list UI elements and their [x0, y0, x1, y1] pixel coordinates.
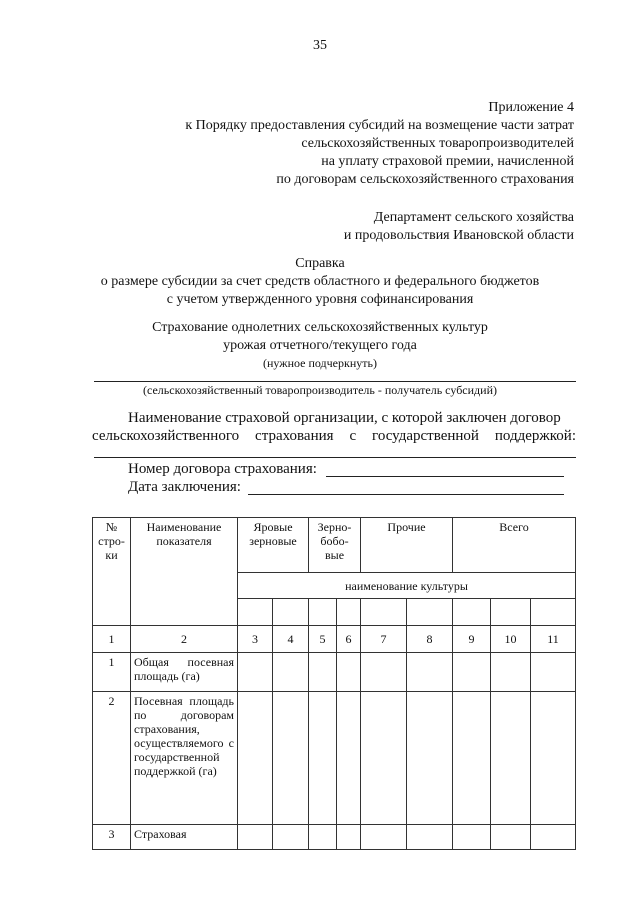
annex-line: Приложение 4 [488, 100, 574, 115]
row-indicator: Общая посевная площадь (га) [131, 653, 238, 692]
header-culture-name: наименование культуры [238, 573, 576, 599]
addressee-line: и продовольствия Ивановской области [343, 228, 574, 243]
col-number: 11 [531, 626, 576, 653]
header-other: Прочие [361, 518, 453, 573]
annex-line: на уплату страховой премии, начисленной [321, 154, 574, 169]
col-number: 4 [273, 626, 309, 653]
col-number: 7 [361, 626, 407, 653]
doc-title-line: о размере субсидии за счет средств областного и федерального бюджетов [100, 274, 540, 289]
insurer-text: сельскохозяйственного страхования с государственной поддержкой: [92, 428, 576, 444]
subtitle-line: Страхование однолетних сельскохозяйственных культур [152, 320, 488, 335]
col-number: 8 [407, 626, 453, 653]
subsidy-table [92, 517, 576, 850]
subtitle-note: (нужное подчеркнуть) [263, 356, 377, 370]
row-indicator: Посевная площадь по договорам страхования, осуществляемого с государственной поддержкой (га) [131, 692, 238, 825]
contract-date-field [248, 494, 564, 495]
row-number: 1 [93, 653, 131, 692]
row-indicator: Страховая [131, 825, 238, 850]
header-indicator-name: Наименование показателя [131, 518, 238, 626]
header-total: Всего [453, 518, 576, 573]
col-number: 9 [453, 626, 491, 653]
subtitle-line: урожая отчетного/текущего года [223, 338, 417, 353]
header-spring-grains: Яровые зерновые [238, 518, 309, 573]
producer-caption: (сельскохозяйственный товаропроизводитель - получатель субсидий) [143, 383, 497, 397]
annex-line: по договорам сельскохозяйственного страхования [276, 172, 574, 187]
annex-line: к Порядку предоставления субсидий на возмещение части затрат [185, 118, 574, 133]
row-number: 2 [93, 692, 131, 825]
col-number: 2 [131, 626, 238, 653]
col-number: 1 [93, 626, 131, 653]
col-number: 5 [309, 626, 337, 653]
producer-line [94, 381, 576, 382]
contract-number-field [326, 476, 564, 477]
annex-line: сельскохозяйственных товаропроизводителей [301, 136, 574, 151]
col-number: 10 [491, 626, 531, 653]
row-number: 3 [93, 825, 131, 850]
table-row [93, 825, 576, 850]
header-row-number: № стро-ки [93, 518, 131, 626]
header-legumes: Зерно-бобо-вые [309, 518, 361, 573]
doc-title: Справка [295, 256, 345, 271]
contract-date-label: Дата заключения: [128, 479, 241, 495]
contract-number-label: Номер договора страхования: [128, 461, 317, 477]
addressee-line: Департамент сельского хозяйства [373, 210, 574, 225]
doc-title-line: с учетом утвержденного уровня софинансирования [166, 292, 474, 307]
col-number: 3 [238, 626, 273, 653]
insurer-text: Наименование страховой организации, с которой заключен договор [128, 410, 561, 426]
table-row [93, 692, 576, 825]
page-number: 35 [313, 38, 327, 53]
table-row [93, 653, 576, 692]
col-number: 6 [337, 626, 361, 653]
insurer-line [94, 457, 576, 458]
